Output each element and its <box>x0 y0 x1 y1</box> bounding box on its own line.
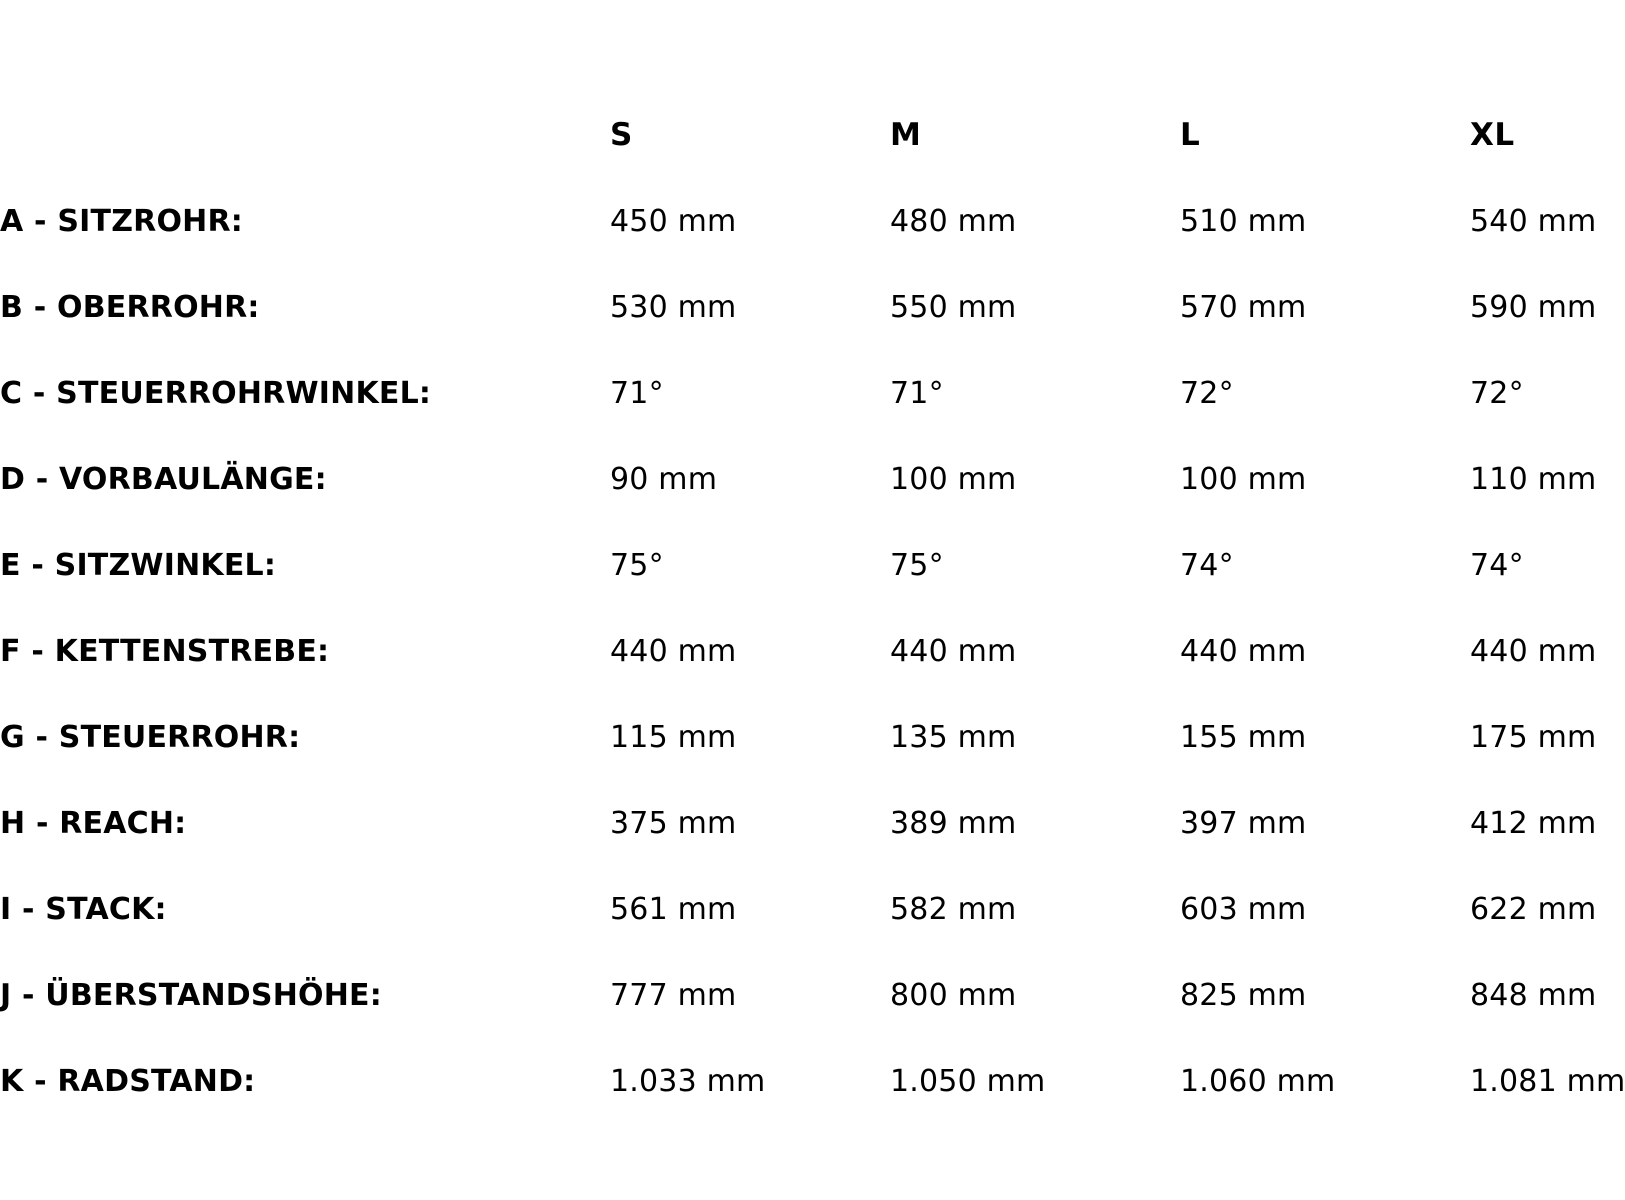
cell-value: 100 mm <box>1180 461 1307 497</box>
cell-value: 75° <box>610 547 664 583</box>
cell-value: 570 mm <box>1180 289 1307 325</box>
table-row <box>0 694 1600 780</box>
cell-value: 155 mm <box>1180 719 1307 755</box>
cell-value: 530 mm <box>610 289 737 325</box>
cell-value: 397 mm <box>1180 805 1307 841</box>
cell-value: 74° <box>1470 547 1524 583</box>
cell-value: 1.060 mm <box>1180 1063 1336 1099</box>
row-label: J - ÜBERSTANDSHÖHE: <box>0 977 382 1013</box>
size-header-row <box>0 92 1600 178</box>
table-row <box>0 178 1600 264</box>
table-row <box>0 350 1600 436</box>
cell-value: 848 mm <box>1470 977 1597 1013</box>
cell-value: 590 mm <box>1470 289 1597 325</box>
cell-value: 550 mm <box>890 289 1017 325</box>
cell-value: 110 mm <box>1470 461 1597 497</box>
cell-value: 90 mm <box>610 461 718 497</box>
table-row <box>0 1038 1600 1124</box>
cell-value: 72° <box>1180 375 1234 411</box>
cell-value: 440 mm <box>1470 633 1597 669</box>
cell-value: 72° <box>1470 375 1524 411</box>
row-label: K - RADSTAND: <box>0 1063 256 1099</box>
row-label: A - SITZROHR: <box>0 203 243 239</box>
cell-value: 71° <box>610 375 664 411</box>
cell-value: 412 mm <box>1470 805 1597 841</box>
cell-value: 561 mm <box>610 891 737 927</box>
cell-value: 1.033 mm <box>610 1063 766 1099</box>
row-label: E - SITZWINKEL: <box>0 547 277 583</box>
cell-value: 440 mm <box>890 633 1017 669</box>
cell-value: 135 mm <box>890 719 1017 755</box>
cell-value: 800 mm <box>890 977 1017 1013</box>
cell-value: 450 mm <box>610 203 737 239</box>
cell-value: 75° <box>890 547 944 583</box>
table-row <box>0 866 1600 952</box>
row-label: C - STEUERROHRWINKEL: <box>0 375 432 411</box>
cell-value: 74° <box>1180 547 1234 583</box>
cell-value: 540 mm <box>1470 203 1597 239</box>
size-header-m: M <box>890 117 922 153</box>
table-row <box>0 436 1600 522</box>
cell-value: 115 mm <box>610 719 737 755</box>
cell-value: 71° <box>890 375 944 411</box>
table-row <box>0 608 1600 694</box>
cell-value: 510 mm <box>1180 203 1307 239</box>
size-header-l: L <box>1180 117 1201 153</box>
cell-value: 603 mm <box>1180 891 1307 927</box>
cell-value: 622 mm <box>1470 891 1597 927</box>
cell-value: 825 mm <box>1180 977 1307 1013</box>
row-label: I - STACK: <box>0 891 167 927</box>
table-row <box>0 780 1600 866</box>
cell-value: 100 mm <box>890 461 1017 497</box>
table-row <box>0 952 1600 1038</box>
row-label: D - VORBAULÄNGE: <box>0 461 327 497</box>
cell-value: 440 mm <box>610 633 737 669</box>
row-label: G - STEUERROHR: <box>0 719 301 755</box>
row-label: B - OBERROHR: <box>0 289 260 325</box>
cell-value: 389 mm <box>890 805 1017 841</box>
label-column-header <box>0 92 610 178</box>
cell-value: 777 mm <box>610 977 737 1013</box>
cell-value: 1.081 mm <box>1470 1063 1625 1099</box>
size-header-xl: XL <box>1470 117 1515 153</box>
cell-value: 582 mm <box>890 891 1017 927</box>
geometry-table <box>0 92 1625 1124</box>
cell-value: 440 mm <box>1180 633 1307 669</box>
table-row <box>0 264 1600 350</box>
cell-value: 375 mm <box>610 805 737 841</box>
size-header-s: S <box>610 117 633 153</box>
cell-value: 480 mm <box>890 203 1017 239</box>
table-row <box>0 522 1600 608</box>
cell-value: 1.050 mm <box>890 1063 1046 1099</box>
cell-value: 175 mm <box>1470 719 1597 755</box>
row-label: F - KETTENSTREBE: <box>0 633 330 669</box>
row-label: H - REACH: <box>0 805 187 841</box>
